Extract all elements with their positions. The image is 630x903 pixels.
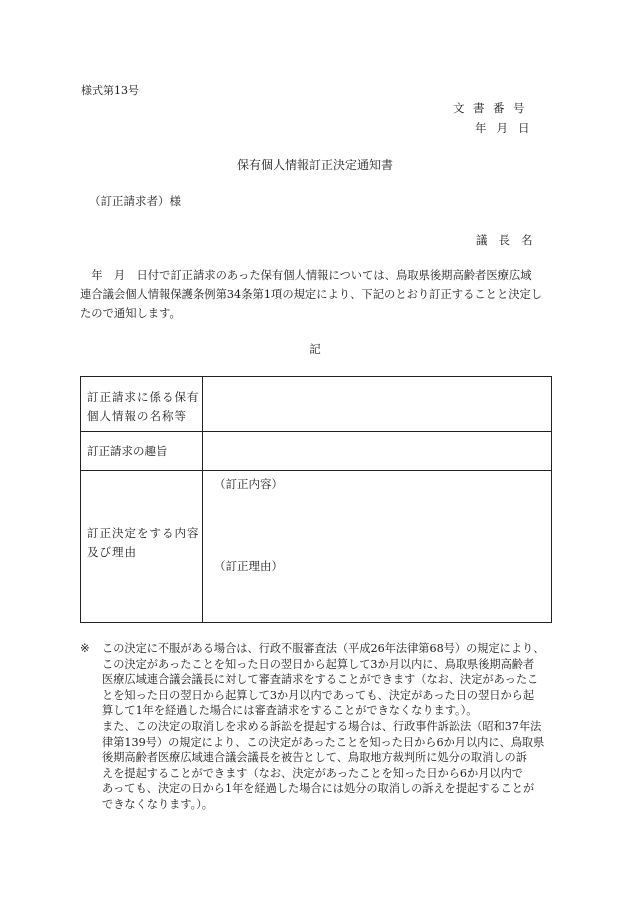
body-line: 連合議会個人情報保護条例第34条第1項の規定により、下記のとおり訂正することと決定し (80, 288, 543, 301)
label-line: 個人情報の名称等 (87, 409, 187, 423)
row-value-cell (203, 432, 552, 471)
row-label-cell (81, 377, 203, 432)
note-line: とを知った日の翌日から起算して3か月以内であっても、決定があった日の翌日から起 (102, 688, 535, 702)
row-label-decision-content (81, 471, 202, 562)
label-line: 訂正請求に係る保有 (87, 390, 200, 404)
row-value-cell (203, 471, 552, 623)
note-line: 医療広域連合議会議長に対して審査請求をすることができます（なお、決定があったこ (102, 673, 539, 687)
note-line: この決定があったことを知った日の翌日から起算して3か月以内に、鳥取県後期高齢者 (102, 657, 535, 671)
addressee-line: （訂正請求者）様 (89, 194, 181, 208)
note-line: この決定に不服がある場合は、行政不服審査法（平成26年法律第68号）の規定により、 (102, 642, 545, 655)
correction-content-label: （訂正内容） (214, 477, 283, 491)
note-paragraph (102, 641, 554, 813)
decision-content-value (203, 471, 551, 573)
table-row (81, 377, 552, 432)
table-row (81, 471, 552, 623)
row-label-cell (81, 432, 203, 471)
personal-info-name-value (203, 377, 551, 388)
decision-table (80, 376, 552, 623)
note-asterisk-mark: ※ (80, 641, 90, 655)
document-number-label: 文書番号 (453, 101, 533, 115)
document-title: 保有個人情報訂正決定通知書 (236, 158, 393, 172)
row-value-cell (203, 377, 552, 432)
sender-line: 議長名 (476, 233, 544, 247)
row-label-personal-info-name (81, 377, 202, 426)
label-line: 訂正決定をする内容 (87, 526, 200, 540)
note-line: また、この決定の取消しを求める訴訟を提起する場合は、行政事件訴訟法（昭和37年法 (102, 719, 542, 733)
correction-reason-label: （訂正理由） (214, 559, 283, 573)
date-label: 年月日 (475, 121, 540, 135)
body-line: 年 月 日付で訂正請求のあった保有個人情報については、鳥取県後期高齢者医療広域 (80, 269, 532, 282)
row-label-cell (81, 471, 203, 623)
request-purpose-value (203, 432, 551, 442)
table-row (81, 432, 552, 471)
body-line: たので通知します。 (80, 307, 181, 320)
note-line: あっても、決定の日から1年を経過した場合には処分の取消しの訴えを提起することが (102, 782, 535, 796)
form-number: 様式第13号 (81, 84, 139, 97)
note-line: えを提起することができます（なお、決定があったことを知った日から6か月以内で (102, 766, 523, 780)
ki-heading: 記 (309, 342, 321, 356)
note-line: 後期高齢者医療広域連合議会議長を被告として、鳥取地方裁判所に処分の取消しの訴 (102, 751, 527, 765)
note-line: 算して1年を経過した場合には審査請求をすることができなくなります。）。 (102, 704, 478, 718)
body-paragraph (80, 266, 550, 323)
label-line: 及び理由 (87, 545, 137, 559)
note-line: できなくなります。）。 (102, 797, 213, 811)
note-line: 律第139号）の規定により、この決定があったことを知った日から6か月以内に、鳥取県 (102, 735, 545, 749)
row-label-request-purpose: 訂正請求の趣旨 (87, 444, 168, 458)
